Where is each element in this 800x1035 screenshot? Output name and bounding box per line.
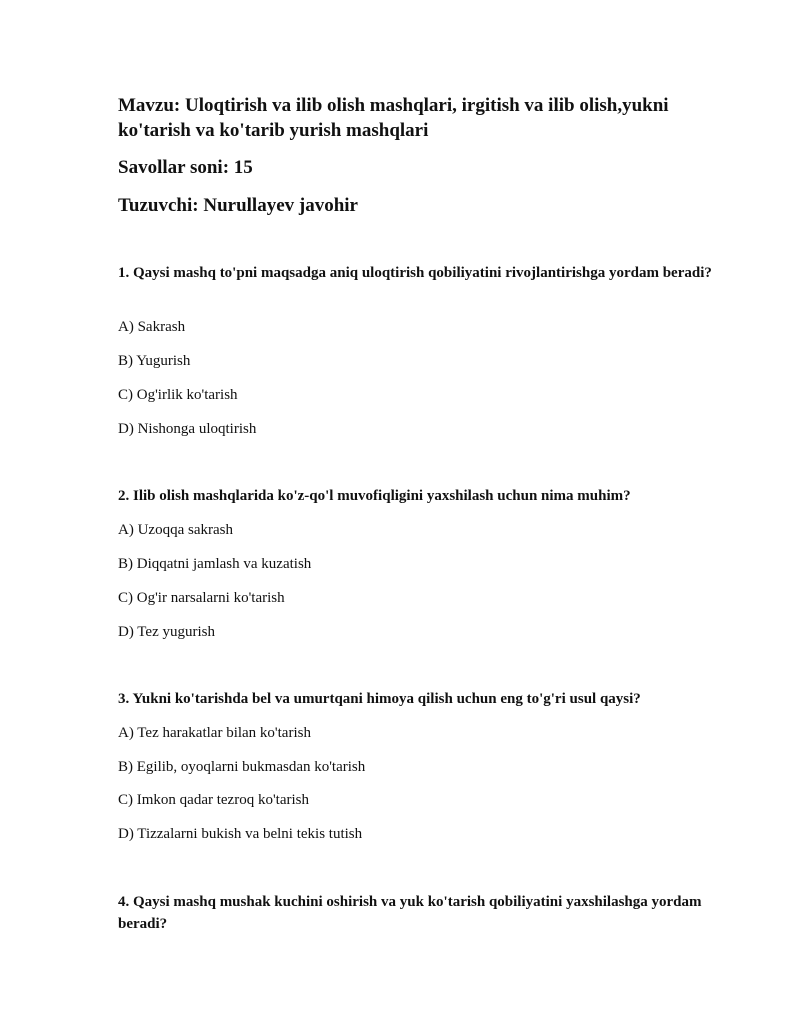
question-2-option-c: C) Og'ir narsalarni ko'tarish: [118, 590, 285, 606]
question-2-option-d: D) Tez yugurish: [118, 624, 215, 640]
question-4-text: 4. Qaysi mashq mushak kuchini oshirish va yuk ko'tarish qobiliyatini yaxshilashga yordam beradi?: [118, 894, 702, 932]
question-2-text: 2. Ilib olish mashqlarida ko'z-qo'l muvofiqligini yaxshilash uchun nima muhim?: [118, 488, 631, 504]
question-1-option-b: B) Yugurish: [118, 353, 191, 369]
question-3-text: 3. Yukni ko'tarishda bel va umurtqani himoya qilish uchun eng to'g'ri usul qaysi?: [118, 691, 641, 707]
question-3-option-b: B) Egilib, oyoqlarni bukmasdan ko'tarish: [118, 759, 366, 775]
question-count: Savollar soni: 15: [118, 157, 253, 178]
question-3-option-c: C) Imkon qadar tezroq ko'tarish: [118, 792, 309, 808]
question-1-option-c: C) Og'irlik ko'tarish: [118, 387, 238, 403]
document-title: Mavzu: Uloqtirish va ilib olish mashqlari, irgitish va ilib olish,yukni ko'tarish va ko'tarib yurish mashqlari: [118, 95, 669, 141]
question-2-option-b: B) Diqqatni jamlash va kuzatish: [118, 556, 312, 572]
question-3-option-d: D) Tizzalarni bukish va belni tekis tutish: [118, 826, 363, 842]
question-1-text: 1. Qaysi mashq to'pni maqsadga aniq uloqtirish qobiliyatini rivojlantirishga yordam beradi?: [118, 265, 712, 281]
author-line: Tuzuvchi: Nurullayev javohir: [118, 195, 358, 216]
question-1-option-d: D) Nishonga uloqtirish: [118, 421, 257, 437]
question-2-option-a: A) Uzoqqa sakrash: [118, 522, 233, 538]
question-1-option-a: A) Sakrash: [118, 319, 186, 335]
question-3-option-a: A) Tez harakatlar bilan ko'tarish: [118, 725, 311, 741]
